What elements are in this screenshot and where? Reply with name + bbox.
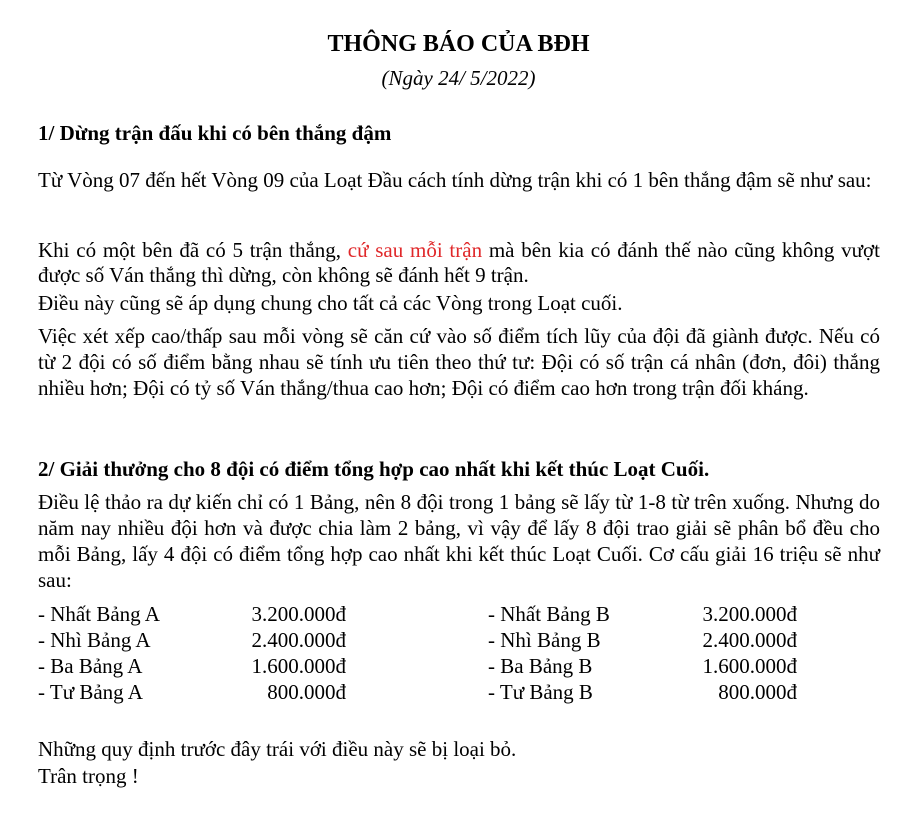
prize-row [38,601,346,627]
prize-amount: 800.000đ [267,680,346,704]
closing-regards: Trân trọng ! [38,764,139,788]
prize-label: - Tư Bảng B [488,680,593,704]
page-title: THÔNG BÁO CỦA BĐH [327,31,590,57]
paragraph-2-end: mà bên kia có đánh thế nào cũng không vượt được số Ván thắng thì dừng, còn không sẽ đánh hết 9 trận. [38,238,880,287]
prize-row [38,679,346,705]
prize-row [38,653,346,679]
section-1-paragraph-2-line-3: Điều này cũng sẽ áp dụng chung cho tất cả các Vòng trong Loạt cuối. [38,291,623,315]
prize-amount: 3.200.000đ [251,602,346,626]
section-2-paragraph-1: Điều lệ thảo ra dự kiến chỉ có 1 Bảng, nên 8 đội trong 1 bảng sẽ lấy từ 1-8 từ trên xuống. Nhưng do năm nay nhiều đội hơn và được chia làm 2 bảng, vì vậy để lấy 8 đội trao giải sẽ phân bổ đều cho mỗi Bảng, lấy 4 đội có điểm tổng hợp cao nhất khi kết thúc Loạt Cuối. Cơ cấu giải 16 triệu sẽ như sau: [38,490,880,592]
closing-note: Những quy định trước đây trái với điều này sẽ bị loại bỏ. [38,737,517,761]
prize-amount: 800.000đ [718,680,797,704]
paragraph-2-start: Khi có một bên đã có 5 trận thắng, [38,238,348,262]
prize-row [488,627,797,653]
prize-amount: 2.400.000đ [251,628,346,652]
prize-label: - Tư Bảng A [38,680,143,704]
section-1-paragraph-2 [38,238,880,287]
prize-row [488,679,797,705]
prize-label: - Nhất Bảng A [38,602,160,626]
prize-row [38,627,346,653]
prize-amount: 1.600.000đ [251,654,346,678]
section-2-heading: 2/ Giải thưởng cho 8 đội có điểm tổng hợp cao nhất khi kết thúc Loạt Cuối. [38,457,710,481]
prize-label: - Ba Bảng A [38,654,143,678]
prize-amount: 1.600.000đ [702,654,797,678]
prize-amount: 2.400.000đ [702,628,797,652]
prize-label: - Nhì Bảng A [38,628,151,652]
prize-amount: 3.200.000đ [702,602,797,626]
prize-row [488,601,797,627]
prize-row [488,653,797,679]
announcement-date: (Ngày 24/ 5/2022) [381,66,536,90]
prize-label: - Ba Bảng B [488,654,593,678]
highlighted-phrase: cứ sau mỗi trận [347,238,483,262]
section-1-paragraph-1: Từ Vòng 07 đến hết Vòng 09 của Loạt Đầu cách tính dừng trận khi có 1 bên thắng đậm sẽ như sau: [38,168,872,192]
section-1-paragraph-3: Việc xét xếp cao/thấp sau mỗi vòng sẽ căn cứ vào số điểm tích lũy của đội đã giành được. Nếu có từ 2 đội có số điểm bằng nhau sẽ tính ưu tiên theo thứ tư: Đội có số trận cá nhân (đơn, đôi) thắng nhiều hơn; Đội có tỷ số Ván thắng/thua cao hơn; Đội có điểm cao hơn trong trận đối kháng. [38,324,880,400]
prize-label: - Nhì Bảng B [488,628,601,652]
section-1-heading: 1/ Dừng trận đấu khi có bên thắng đậm [38,121,392,145]
prize-label: - Nhất Bảng B [488,602,610,626]
